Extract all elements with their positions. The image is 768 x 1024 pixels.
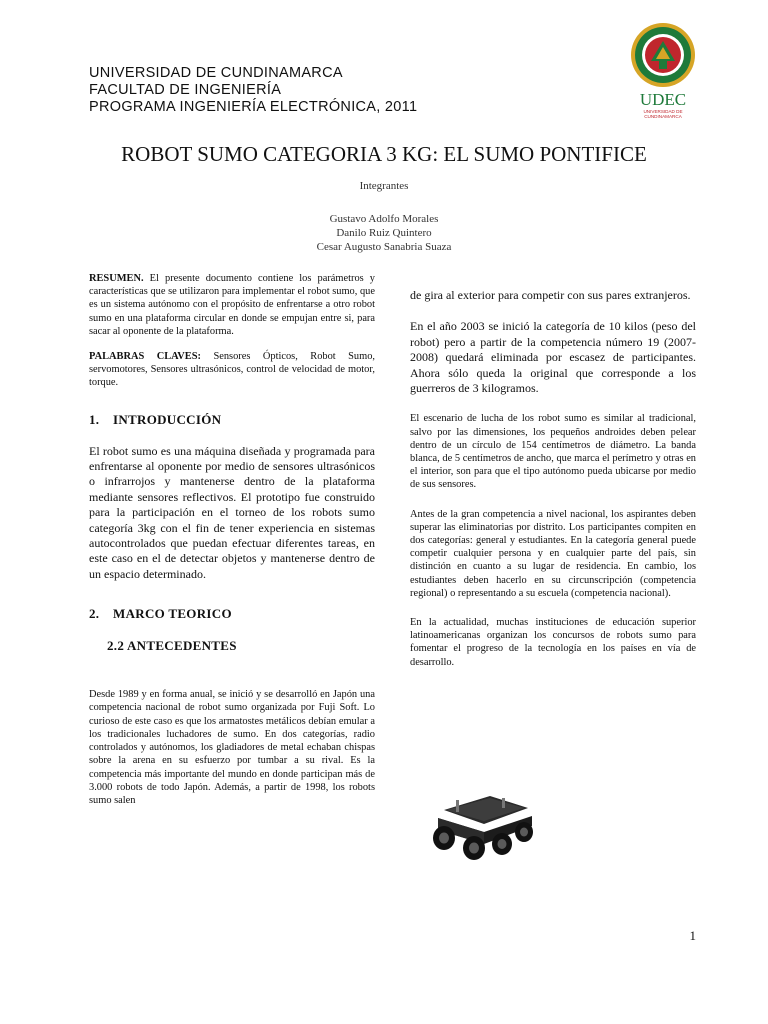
keywords-label: PALABRAS CLAVES: [89, 351, 201, 363]
antecedentes-paragraph: Desde 1989 y en forma anual, se inició y se desarrolló en Japón una competencia nacional de robot sumo organizada por Fuji Soft. Lo curioso de este caso es que los armatostes metálicos debían emular a los tradicionales luchadores de sumo. En dos categorías, radio controlados y autónomos, los gladiadores de metal echaban chispas sobre la arena en su esfuerzo por tumbar a su rival. Es la competencia más importante del mundo en donde participan más de 3.000 robots de todo Japón. Además, a partir de 1998, los robots sumo salen [89, 689, 375, 806]
svg-text:CUNDINAMARCA: CUNDINAMARCA [644, 114, 682, 119]
robot-image [416, 788, 538, 868]
university-name: UNIVERSIDAD DE CUNDINAMARCA [89, 65, 343, 81]
program-name: PROGRAMA INGENIERÍA ELECTRÓNICA, 2011 [89, 99, 418, 115]
paper-title: ROBOT SUMO CATEGORIA 3 KG: EL SUMO PONTIFICE [121, 142, 647, 166]
section-number: 2. [89, 606, 100, 622]
section-title: MARCO TEORICO [113, 606, 232, 622]
section-title: INTRODUCCIÓN [113, 411, 222, 427]
members-label: Integrantes [359, 180, 409, 192]
subsection-heading-antecedentes: 2.2 ANTECEDENTES [107, 638, 237, 654]
institution-header [89, 65, 417, 116]
faculty-name: FACULTAD DE INGENIERÍA [89, 82, 282, 98]
section-heading-marco [89, 606, 375, 622]
author-3: Cesar Augusto Sanabria Suaza [316, 241, 452, 253]
abstract-text: El presente documento contiene los parámetros y características que se utilizaron para implementar el robot sumo, que es un sistema autónomo con el propósito de enfrentarse a otro robot sumo en una plataforma circular en donde se empujan entre si, para sacar al oponente de la plataforma. [89, 273, 375, 337]
keywords-text: Sensores Ópticos, Robot Sumo, servomotores, Sensores ultrasónicos, control de velocidad de motor, torque. [89, 351, 375, 389]
svg-text:UNIVERSIDAD DE: UNIVERSIDAD DE [643, 109, 683, 114]
right-paragraph-2: En el año 2003 se inició la categoría de 10 kilos (peso del robot) pero a partir de la competencia número 19 (2007-2008) quedará eliminada por escasez de participantes. Ahora sólo queda la original que corresponde a los guerreros de 3 kilogramos. [410, 319, 696, 396]
section-heading-intro [89, 412, 375, 428]
right-paragraph-4: Antes de la gran competencia a nivel nacional, los aspirantes deben superar las eliminatorias por distrito. Los participantes compiten en dos categorías: general y estudiantes. En la categoría general puede competir cualquier persona y en cualquier parte del país, sin distinción en cuanto a su lugar de residencia. En cambio, los estudiantes deben hacerlo en su circunscripción (competencia regional) o representando a su escuela (competencia nacional). [410, 508, 696, 599]
author-2: Danilo Ruiz Quintero [336, 227, 432, 239]
author-list [0, 212, 768, 254]
udec-seal-icon [626, 20, 700, 120]
author-1: Gustavo Adolfo Morales [329, 213, 439, 225]
right-paragraph-1: de gira al exterior para competir con sus pares extranjeros. [410, 288, 691, 302]
section-number: 1. [89, 411, 100, 427]
right-paragraph-5: En la actualidad, muchas instituciones de educación superior latinoamericanas organizan los concursos de robots sumo para fomentar el progreso de la tecnología en los países en vía de desarrollo. [410, 617, 696, 668]
svg-text:UDEC: UDEC [639, 90, 687, 109]
abstract [89, 272, 375, 338]
right-column [410, 288, 696, 669]
page-number: 1 [689, 928, 696, 943]
intro-paragraph: El robot sumo es una máquina diseñada y programada para enfrentarse al oponente por medio de sensores ultrasónicos o infrarrojos y mantenerse dentro de la plataforma mediante sensores reflectivos. El prototipo fue construido para la participación en el torneo de los robots sumo categoría 3kg con el fin de tener experiencia en sistemas autocontrolados que puedan efectuar diferentes tareas, en este caso en el de detectar objetos y mantenerse dentro de un espacio determinado. [89, 443, 375, 581]
udec-logo [626, 20, 700, 120]
robot-chassis-icon [416, 788, 538, 868]
left-column [89, 272, 375, 807]
right-paragraph-3: El escenario de lucha de los robot sumo es similar al tradicional, salvo por las dimensiones, los pequeños androides deben pelear dentro de un círculo de 154 centímetros de diámetro. La banda blanca, de 5 centímetros de ancho, que marca el perímetro y otras en el interior, son para que el tipo autónomo pueda ubicarse por medio de sus sensores. [410, 413, 696, 491]
abstract-label: RESUMEN. [89, 273, 144, 284]
keywords [89, 350, 375, 390]
